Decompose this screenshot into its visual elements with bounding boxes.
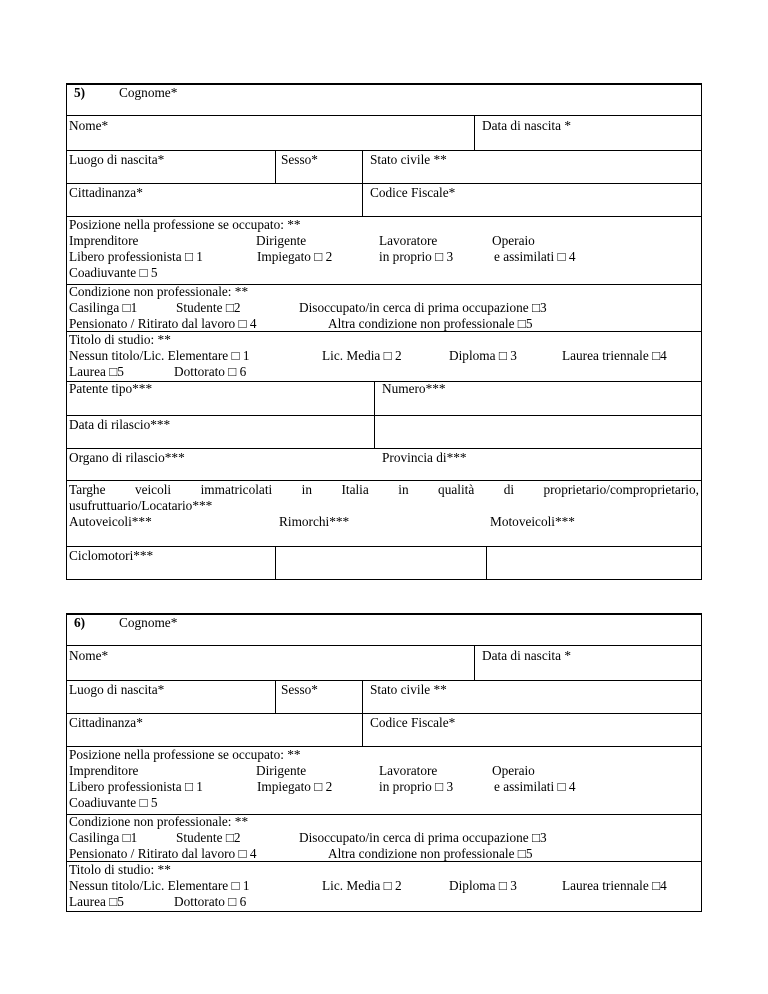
study-title: Titolo di studio: **	[69, 332, 171, 347]
position-title: Posizione nella professione se occupato: **	[69, 217, 301, 232]
checkbox-casilinga[interactable]: Casilinga □1	[69, 300, 138, 315]
option-lavoratore: Lavoratore	[379, 233, 438, 248]
plates-word: qualità	[438, 482, 475, 497]
checkbox-impiegato[interactable]: Impiegato □ 2	[257, 779, 333, 794]
plates-word: veicoli	[134, 482, 172, 497]
name-field[interactable]: Nome*	[69, 118, 109, 133]
motoveicoli-field[interactable]: Motoveicoli***	[490, 514, 575, 529]
province-field[interactable]: Provincia di***	[382, 450, 467, 465]
rule	[66, 680, 702, 681]
issuing-body-field[interactable]: Organo di rilascio***	[69, 450, 185, 465]
rule	[66, 645, 702, 646]
checkbox-pensionato[interactable]: Pensionato / Ritirato dal lavoro □ 4	[69, 846, 257, 861]
checkbox-studente[interactable]: Studente □2	[176, 830, 241, 845]
option-dirigente: Dirigente	[256, 763, 307, 778]
rule	[474, 645, 475, 680]
checkbox-altra[interactable]: Altra condizione non professionale □5	[328, 846, 533, 861]
checkbox-studente[interactable]: Studente □2	[176, 300, 241, 315]
checkbox-diploma[interactable]: Diploma □ 3	[449, 348, 517, 363]
checkbox-pensionato[interactable]: Pensionato / Ritirato dal lavoro □ 4	[69, 316, 257, 331]
checkbox-lic-media[interactable]: Lic. Media □ 2	[322, 348, 402, 363]
birthplace-field[interactable]: Luogo di nascita*	[69, 682, 165, 697]
option-operaio: Operaio	[492, 233, 535, 248]
option-imprenditore: Imprenditore	[69, 763, 139, 778]
tax-code-field[interactable]: Codice Fiscale*	[370, 715, 456, 730]
plates-word: proprietario/comproprietario,	[543, 482, 699, 497]
checkbox-libero[interactable]: Libero professionista □ 1	[69, 249, 203, 264]
rule	[66, 448, 702, 449]
non-prof-title: Condizione non professionale: **	[69, 284, 249, 299]
checkbox-lic-media[interactable]: Lic. Media □ 2	[322, 878, 402, 893]
checkbox-disoccupato[interactable]: Disoccupato/in cerca di prima occupazione □3	[299, 830, 547, 845]
plates-word: immatricolati	[200, 482, 273, 497]
birth-date-field[interactable]: Data di nascita *	[482, 648, 571, 663]
licence-number-field[interactable]: Numero***	[382, 381, 446, 396]
plates-word: Targhe	[69, 482, 106, 497]
sex-field[interactable]: Sesso*	[281, 152, 318, 167]
rule	[66, 911, 702, 912]
option-operaio: Operaio	[492, 763, 535, 778]
option-dirigente: Dirigente	[256, 233, 307, 248]
checkbox-in-proprio[interactable]: in proprio □ 3	[379, 249, 454, 264]
ciclomotori-field[interactable]: Ciclomotori***	[69, 548, 154, 563]
civil-status-field[interactable]: Stato civile **	[370, 682, 447, 697]
person-form-5	[66, 83, 702, 580]
rule	[486, 546, 487, 579]
surname-field[interactable]: Cognome*	[119, 615, 178, 630]
birth-date-field[interactable]: Data di nascita *	[482, 118, 571, 133]
rule	[66, 83, 67, 580]
rimorchi-field[interactable]: Rimorchi***	[279, 514, 350, 529]
rule	[66, 115, 702, 116]
plates-word: in	[301, 482, 313, 497]
rule	[66, 546, 702, 547]
checkbox-assimilati[interactable]: e assimilati □ 4	[494, 249, 576, 264]
option-imprenditore: Imprenditore	[69, 233, 139, 248]
checkbox-coadiuvante[interactable]: Coadiuvante □ 5	[69, 265, 158, 280]
option-lavoratore: Lavoratore	[379, 763, 438, 778]
tax-code-field[interactable]: Codice Fiscale*	[370, 185, 456, 200]
citizenship-field[interactable]: Cittadinanza*	[69, 715, 143, 730]
checkbox-nessun-titolo[interactable]: Nessun titolo/Lic. Elementare □ 1	[69, 878, 250, 893]
checkbox-in-proprio[interactable]: in proprio □ 3	[379, 779, 454, 794]
checkbox-impiegato[interactable]: Impiegato □ 2	[257, 249, 333, 264]
plates-line-2: usufruttuario/Locatario***	[69, 498, 213, 513]
position-title: Posizione nella professione se occupato: **	[69, 747, 301, 762]
checkbox-coadiuvante[interactable]: Coadiuvante □ 5	[69, 795, 158, 810]
rule	[66, 150, 702, 151]
sex-field[interactable]: Sesso*	[281, 682, 318, 697]
rule	[66, 415, 702, 416]
checkbox-assimilati[interactable]: e assimilati □ 4	[494, 779, 576, 794]
checkbox-diploma[interactable]: Diploma □ 3	[449, 878, 517, 893]
rule	[275, 546, 276, 579]
name-field[interactable]: Nome*	[69, 648, 109, 663]
checkbox-nessun-titolo[interactable]: Nessun titolo/Lic. Elementare □ 1	[69, 348, 250, 363]
study-title: Titolo di studio: **	[69, 862, 171, 877]
rule	[362, 680, 363, 746]
rule	[66, 613, 67, 912]
rule	[701, 83, 702, 580]
licence-type-field[interactable]: Patente tipo***	[69, 381, 153, 396]
issue-date-field[interactable]: Data di rilascio***	[69, 417, 171, 432]
rule	[66, 480, 702, 481]
surname-field[interactable]: Cognome*	[119, 85, 178, 100]
checkbox-laurea[interactable]: Laurea □5	[69, 894, 124, 909]
form-number: 6)	[74, 615, 86, 630]
checkbox-dottorato[interactable]: Dottorato □ 6	[174, 894, 247, 909]
rule	[374, 381, 375, 448]
rule	[701, 613, 702, 912]
rule	[66, 579, 702, 580]
civil-status-field[interactable]: Stato civile **	[370, 152, 447, 167]
non-prof-title: Condizione non professionale: **	[69, 814, 249, 829]
checkbox-libero[interactable]: Libero professionista □ 1	[69, 779, 203, 794]
plates-word: in	[398, 482, 409, 497]
rule	[275, 680, 276, 713]
person-form-6	[66, 613, 702, 912]
checkbox-casilinga[interactable]: Casilinga □1	[69, 830, 138, 845]
checkbox-laurea-triennale[interactable]: Laurea triennale □4	[562, 348, 667, 363]
rule	[66, 183, 702, 184]
checkbox-laurea-triennale[interactable]: Laurea triennale □4	[562, 878, 667, 893]
plates-word: Italia	[341, 482, 369, 497]
checkbox-dottorato[interactable]: Dottorato □ 6	[174, 364, 247, 379]
checkbox-laurea[interactable]: Laurea □5	[69, 364, 124, 379]
rule	[362, 150, 363, 216]
plates-word: di	[503, 482, 515, 497]
checkbox-disoccupato[interactable]: Disoccupato/in cerca di prima occupazione □3	[299, 300, 547, 315]
rule	[474, 115, 475, 150]
birthplace-field[interactable]: Luogo di nascita*	[69, 152, 165, 167]
autoveicoli-field[interactable]: Autoveicoli***	[69, 514, 152, 529]
form-number: 5)	[74, 85, 86, 100]
rule	[275, 150, 276, 183]
citizenship-field[interactable]: Cittadinanza*	[69, 185, 143, 200]
checkbox-altra[interactable]: Altra condizione non professionale □5	[328, 316, 533, 331]
rule	[66, 713, 702, 714]
plates-line	[69, 482, 699, 498]
